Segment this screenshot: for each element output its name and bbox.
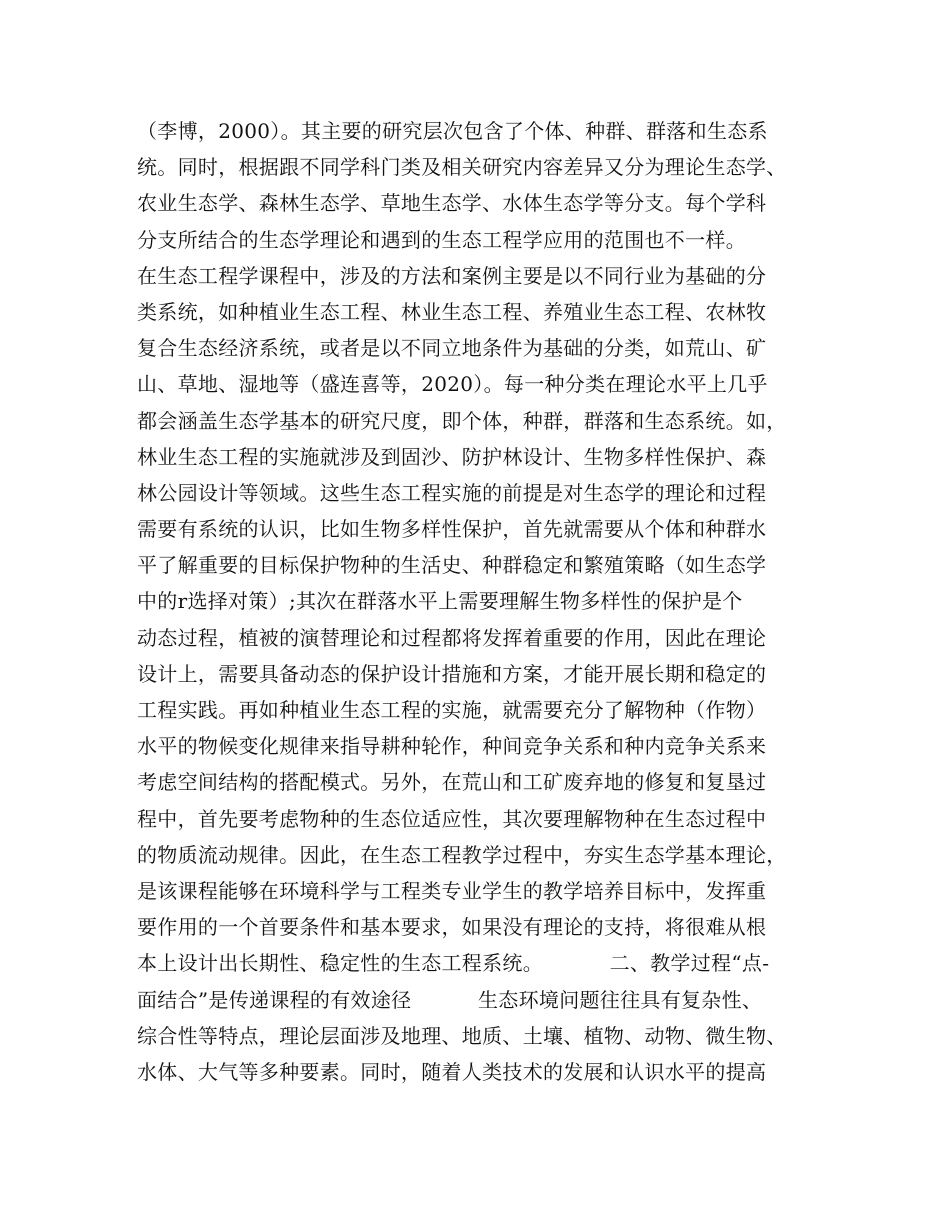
- text-line: 本上设计出长期性、稳定性的生态工程系统。 二、教学过程“点-: [137, 951, 770, 976]
- text-line: 水平的物候变化规律来指导耕种轮作，种间竞争关系和种内竞争关系来: [137, 734, 767, 759]
- text-line: 都会涵盖生态学基本的研究尺度，即个体，种群，群落和生态系统。如，: [137, 408, 787, 433]
- text-line: 考虑空间结构的搭配模式。另外，在荒山和工矿废弃地的修复和复垦过: [137, 770, 767, 795]
- text-line: 是该课程能够在环境科学与工程类专业学生的教学培养目标中，发挥重: [137, 878, 767, 903]
- text-line: 面结合”是传递课程的有效途径 生态环境问题往往具有复杂性、: [137, 987, 763, 1012]
- text-line: 林公园设计等领域。这些生态工程实施的前提是对生态学的理论和过程: [137, 480, 767, 505]
- body-text: [137, 113, 837, 1090]
- text-line: 要作用的一个首要条件和基本要求，如果没有理论的支持，将很难从根: [137, 915, 767, 940]
- text-line: 复合生态经济系统，或者是以不同立地条件为基础的分类，如荒山、矿: [137, 336, 767, 361]
- text-line: 分支所结合的生态学理论和遇到的生态工程学应用的范围也不一样。: [137, 227, 746, 252]
- text-line: 平了解重要的目标保护物种的生活史、种群稳定和繁殖策略（如生态学: [137, 553, 767, 578]
- text-line: 农业生态学、森林生态学、草地生态学、水体生态学等分支。每个学科: [137, 191, 767, 216]
- text-line: 类系统，如种植业生态工程、林业生态工程、养殖业生态工程、农林牧: [137, 299, 767, 324]
- text-line: 山、草地、湿地等（盛连喜等，2020）。每一种分类在理论水平上几乎: [137, 372, 768, 397]
- text-line: 林业生态工程的实施就涉及到固沙、防护林设计、生物多样性保护、森: [137, 444, 767, 469]
- text-line: 水体、大气等多种要素。同时，随着人类技术的发展和认识水平的提高: [137, 1059, 767, 1084]
- text-line: 设计上，需要具备动态的保护设计措施和方案，才能开展长期和稳定的: [137, 661, 767, 686]
- text-line: 在生态工程学课程中，涉及的方法和案例主要是以不同行业为基础的分: [137, 263, 767, 288]
- text-line: 程中，首先要考虑物种的生态位适应性，其次要理解物种在生态过程中: [137, 806, 767, 831]
- text-line: （李博，2000）。其主要的研究层次包含了个体、种群、群落和生态系: [137, 119, 768, 143]
- text-line: 综合性等特点，理论层面涉及地理、地质、土壤、植物、动物、微生物、: [137, 1023, 787, 1048]
- text-line: 的物质流动规律。因此，在生态工程教学过程中，夯实生态学基本理论，: [137, 842, 787, 867]
- text-line: 工程实践。再如种植业生态工程的实施，就需要充分了解物种（作物）: [137, 698, 767, 722]
- text-line: 需要有系统的认识，比如生物多样性保护，首先就需要从个体和种群水: [137, 517, 767, 542]
- text-line: 动态过程，植被的演替理论和过程都将发挥着重要的作用，因此在理论: [137, 625, 767, 650]
- text-line: 统。同时，根据跟不同学科门类及相关研究内容差异又分为理论生态学、: [137, 155, 787, 180]
- text-line: 中的r选择对策）;其次在群落水平上需要理解生物多样性的保护是个: [137, 589, 743, 614]
